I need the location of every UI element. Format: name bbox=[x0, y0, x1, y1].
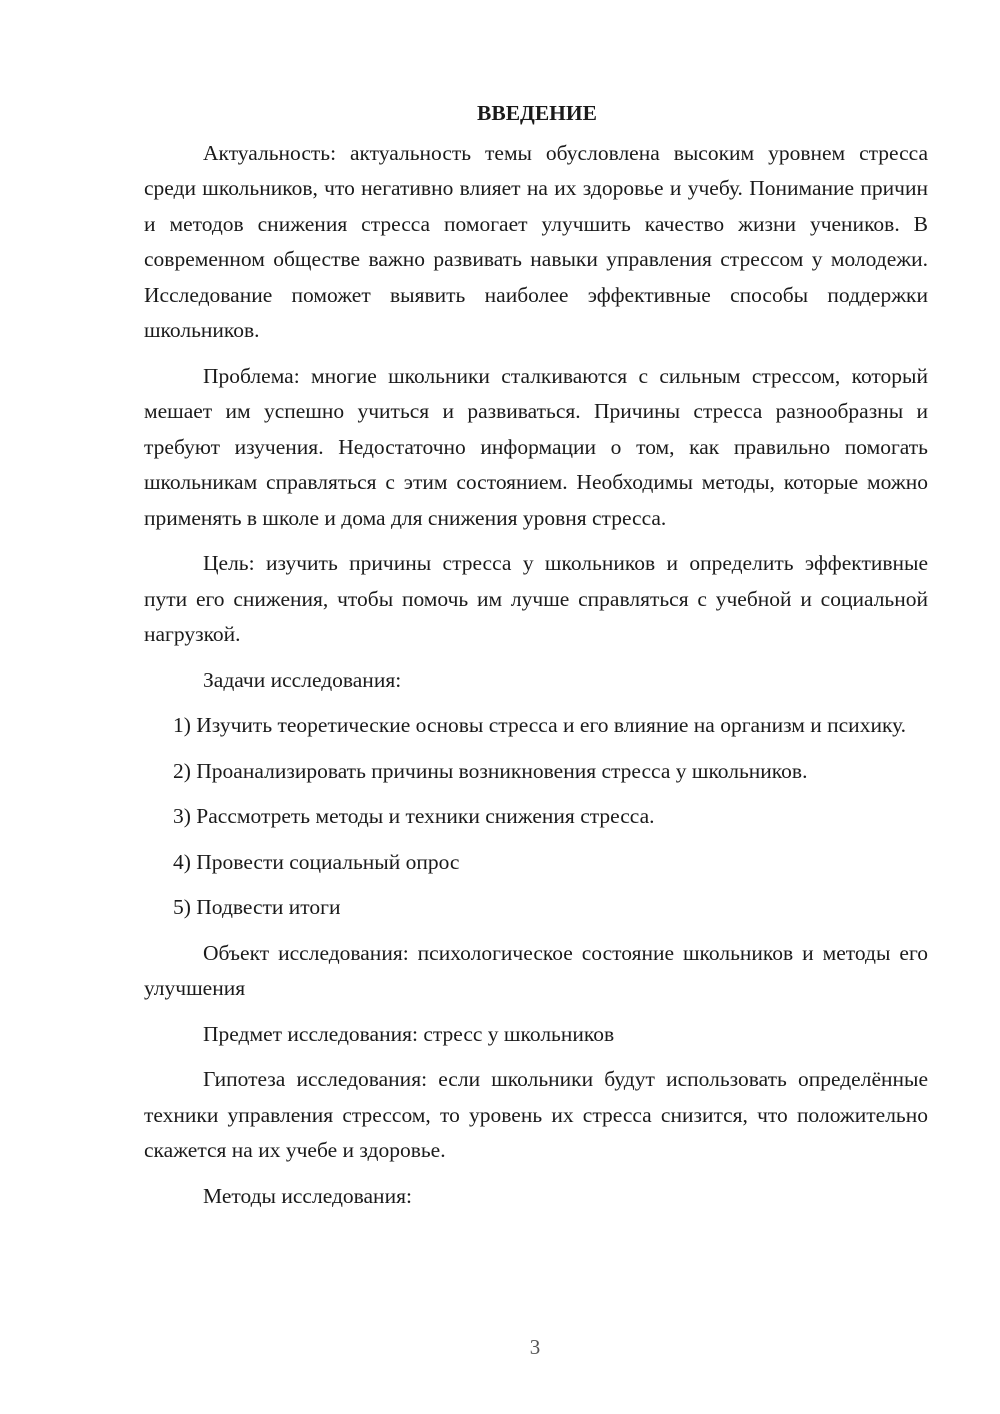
paragraph-relevance: Актуальность: актуальность темы обусловлена высоким уровнем стресса среди школьников, что негативно влияет на их здоровье и учебу. Понимание причин и методов снижения стресса помогает улучшить качество жизни учеников. В современном обществе важно развивать навыки управления стрессом у молодежи. Исследование поможет выявить наиболее эффективные способы поддержки школьников. bbox=[144, 140, 928, 342]
page-number: 3 bbox=[529, 1335, 541, 1359]
paragraph-subject: Предмет исследования: стресс у школьников bbox=[203, 1021, 615, 1046]
document-body bbox=[144, 96, 928, 1224]
paragraph-goal: Цель: изучить причины стресса у школьников и определить эффективные пути его снижения, чтобы помочь им лучше справляться с учебной и социальной нагрузкой. bbox=[144, 551, 928, 646]
task-item-3: 3) Рассмотреть методы и техники снижения стресса. bbox=[173, 804, 655, 828]
task-item-2: 2) Проанализировать причины возникновения стресса у школьников. bbox=[173, 758, 808, 783]
paragraph-problem: Проблема: многие школьники сталкиваются с сильным стрессом, который мешает им успешно учиться и развиваться. Причины стресса разнообразны и требуют изучения. Недостаточно информации о том, как правильно помогать школьникам справляться с этим состоянием. Необходимы методы, которые можно применять в школе и дома для снижения уровня стресса. bbox=[144, 363, 928, 530]
task-item-1: 1) Изучить теоретические основы стресса и его влияние на организм и психику. bbox=[173, 713, 907, 737]
section-title: ВВЕДЕНИЕ bbox=[477, 101, 597, 125]
tasks-heading: Задачи исследования: bbox=[203, 667, 402, 692]
paragraph-hypothesis: Гипотеза исследования: если школьники будут использовать определённые техники управления стрессом, то уровень их стресса снизится, что положительно скажется на их учебе и здоровье. bbox=[144, 1067, 928, 1162]
task-item-4: 4) Провести социальный опрос bbox=[173, 849, 460, 874]
task-item-5: 5) Подвести итоги bbox=[173, 895, 341, 919]
paragraph-object: Объект исследования: психологическое состояние школьников и методы его улучшения bbox=[144, 940, 928, 1000]
methods-heading: Методы исследования: bbox=[203, 1183, 412, 1208]
